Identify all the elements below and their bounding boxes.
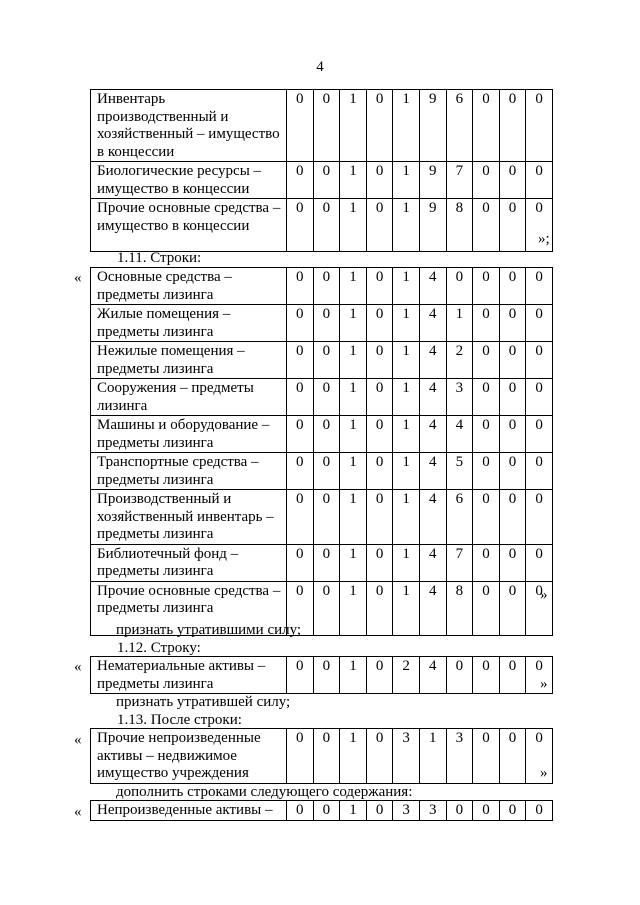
code-digit: 0 [287, 801, 314, 821]
code-digit: 2 [446, 342, 473, 379]
code-digit: 0 [313, 199, 340, 252]
section-heading: 1.12. Строку: [117, 640, 201, 656]
row-name: Транспортные средства – предметы лизинга [91, 453, 287, 490]
code-digit: 0 [526, 657, 553, 694]
table-row [91, 490, 553, 545]
code-digit: 0 [366, 90, 393, 162]
code-digit: 0 [499, 657, 526, 694]
code-digit: 4 [419, 453, 446, 490]
table-row [91, 268, 553, 305]
code-digit: 0 [313, 801, 340, 821]
table-row [91, 657, 553, 694]
code-digit: 0 [313, 268, 340, 305]
code-digit: 4 [419, 342, 446, 379]
code-digit: 6 [446, 490, 473, 545]
code-digit: 0 [473, 268, 500, 305]
code-digit: 0 [499, 453, 526, 490]
table-row [91, 801, 553, 821]
open-quote: « [74, 732, 82, 748]
code-digit: 0 [499, 199, 526, 252]
code-digit: 0 [287, 199, 314, 252]
close-quote: » [540, 765, 548, 781]
code-digit: 0 [526, 90, 553, 162]
code-digit: 1 [340, 90, 367, 162]
code-digit: 1 [393, 342, 420, 379]
code-digit: 1 [340, 453, 367, 490]
code-digit: 4 [419, 490, 446, 545]
code-digit: 0 [313, 581, 340, 635]
code-digit: 0 [473, 581, 500, 635]
code-digit: 3 [419, 801, 446, 821]
code-digit: 0 [499, 342, 526, 379]
code-digit: 0 [499, 729, 526, 784]
code-digit: 0 [526, 490, 553, 545]
code-digit: 3 [446, 379, 473, 416]
code-digit: 0 [313, 729, 340, 784]
code-digit: 0 [366, 416, 393, 453]
code-digit: 4 [419, 379, 446, 416]
close-quote: » [540, 587, 548, 603]
code-digit: 0 [526, 342, 553, 379]
code-digit: 0 [366, 162, 393, 199]
code-digit: 0 [526, 416, 553, 453]
code-digit: 0 [526, 581, 553, 635]
code-digit: 0 [526, 199, 553, 252]
code-digit: 1 [340, 268, 367, 305]
row-name: Инвентарь производственный и хозяйственный – имущество в концессии [91, 90, 287, 162]
code-digit: 0 [473, 162, 500, 199]
row-name: Прочие основные средства – предметы лизинга [91, 581, 287, 635]
code-digit: 1 [340, 199, 367, 252]
code-digit: 0 [499, 581, 526, 635]
code-digit: 0 [287, 416, 314, 453]
code-digit: 0 [313, 453, 340, 490]
code-digit: 0 [313, 305, 340, 342]
code-digit: 0 [287, 544, 314, 581]
code-digit: 0 [313, 90, 340, 162]
instruction-text: признать утратившей силу; [116, 694, 291, 710]
code-digit: 0 [473, 305, 500, 342]
row-name: Нежилые помещения – предметы лизинга [91, 342, 287, 379]
code-digit: 0 [366, 268, 393, 305]
code-digit: 1 [340, 657, 367, 694]
code-digit: 0 [313, 416, 340, 453]
code-digit: 0 [526, 379, 553, 416]
code-digit: 1 [419, 729, 446, 784]
section-heading: 1.11. Строки: [117, 250, 202, 266]
code-digit: 0 [366, 729, 393, 784]
row-name: Прочие основные средства – имущество в концессии [91, 199, 287, 252]
code-digit: 1 [340, 801, 367, 821]
code-digit: 0 [499, 162, 526, 199]
code-digit: 0 [287, 162, 314, 199]
code-digit: 0 [366, 305, 393, 342]
code-digit: 4 [419, 657, 446, 694]
code-digit: 3 [393, 801, 420, 821]
table-row [91, 416, 553, 453]
code-digit: 0 [313, 490, 340, 545]
code-digit: 0 [366, 544, 393, 581]
code-digit: 0 [366, 199, 393, 252]
code-digit: 0 [446, 268, 473, 305]
code-digit: 0 [366, 490, 393, 545]
code-digit: 0 [473, 199, 500, 252]
row-name: Непроизведенные активы – [91, 801, 287, 821]
code-digit: 1 [340, 342, 367, 379]
code-table-concession [90, 89, 553, 252]
code-digit: 0 [366, 801, 393, 821]
row-name: Производственный и хозяйственный инвентарь – предметы лизинга [91, 490, 287, 545]
code-digit: 1 [393, 416, 420, 453]
close-quote: »; [538, 231, 550, 247]
code-digit: 0 [473, 453, 500, 490]
code-digit: 0 [473, 657, 500, 694]
code-digit: 0 [499, 416, 526, 453]
code-digit: 1 [340, 544, 367, 581]
table-row [91, 305, 553, 342]
code-digit: 1 [393, 379, 420, 416]
code-digit: 8 [446, 199, 473, 252]
code-digit: 0 [473, 544, 500, 581]
code-digit: 0 [287, 342, 314, 379]
code-digit: 0 [526, 268, 553, 305]
code-table-supplement [90, 800, 553, 821]
code-digit: 0 [287, 268, 314, 305]
code-digit: 1 [393, 268, 420, 305]
code-digit: 1 [393, 305, 420, 342]
code-digit: 1 [393, 581, 420, 635]
code-digit: 4 [419, 305, 446, 342]
row-name: Библиотечный фонд – предметы лизинга [91, 544, 287, 581]
code-digit: 1 [340, 305, 367, 342]
code-digit: 0 [287, 379, 314, 416]
code-digit: 0 [499, 490, 526, 545]
code-digit: 0 [473, 729, 500, 784]
code-digit: 0 [473, 90, 500, 162]
section-heading: 1.13. После строки: [117, 712, 242, 728]
code-digit: 0 [446, 801, 473, 821]
code-digit: 4 [419, 416, 446, 453]
code-digit: 4 [419, 544, 446, 581]
row-name: Биологические ресурсы – имущество в концессии [91, 162, 287, 199]
code-digit: 0 [473, 416, 500, 453]
code-digit: 0 [473, 379, 500, 416]
code-digit: 4 [446, 416, 473, 453]
table-row [91, 453, 553, 490]
code-digit: 6 [446, 90, 473, 162]
code-digit: 1 [446, 305, 473, 342]
code-digit: 0 [287, 90, 314, 162]
code-digit: 9 [419, 162, 446, 199]
code-digit: 7 [446, 544, 473, 581]
code-digit: 0 [366, 453, 393, 490]
code-digit: 0 [526, 729, 553, 784]
code-digit: 0 [366, 379, 393, 416]
row-name: Основные средства – предметы лизинга [91, 268, 287, 305]
row-name: Сооружения – предметы лизинга [91, 379, 287, 416]
code-digit: 0 [446, 657, 473, 694]
code-digit: 0 [366, 581, 393, 635]
code-digit: 0 [287, 729, 314, 784]
code-digit: 0 [313, 657, 340, 694]
code-digit: 1 [340, 581, 367, 635]
code-digit: 4 [419, 268, 446, 305]
code-digit: 0 [366, 657, 393, 694]
code-digit: 0 [473, 342, 500, 379]
page-number: 4 [316, 59, 324, 75]
table-row [91, 729, 553, 784]
code-digit: 0 [499, 379, 526, 416]
code-digit: 0 [287, 453, 314, 490]
code-digit: 0 [473, 801, 500, 821]
row-name: Нематериальные активы – предметы лизинга [91, 657, 287, 694]
table-row [91, 199, 553, 252]
code-table-nonproduced [90, 728, 553, 784]
code-digit: 0 [499, 544, 526, 581]
code-digit: 0 [313, 162, 340, 199]
code-digit: 1 [393, 90, 420, 162]
code-digit: 4 [419, 581, 446, 635]
instruction-text: дополнить строками следующего содержания: [116, 784, 413, 800]
code-digit: 1 [340, 162, 367, 199]
code-digit: 0 [526, 544, 553, 581]
row-name: Машины и оборудование – предметы лизинга [91, 416, 287, 453]
row-name: Жилые помещения – предметы лизинга [91, 305, 287, 342]
table-row [91, 342, 553, 379]
code-digit: 0 [526, 801, 553, 821]
code-digit: 0 [473, 490, 500, 545]
code-digit: 1 [393, 199, 420, 252]
code-digit: 3 [393, 729, 420, 784]
code-table-leasing [90, 267, 553, 636]
code-digit: 0 [526, 162, 553, 199]
code-digit: 0 [287, 305, 314, 342]
instruction-text: признать утратившими силу; [116, 622, 302, 638]
table-row [91, 90, 553, 162]
code-digit: 9 [419, 199, 446, 252]
code-digit: 0 [287, 490, 314, 545]
code-digit: 0 [366, 342, 393, 379]
close-quote: » [540, 676, 548, 692]
code-digit: 0 [499, 305, 526, 342]
code-digit: 0 [526, 305, 553, 342]
code-digit: 0 [499, 268, 526, 305]
code-digit: 1 [340, 379, 367, 416]
table-row [91, 162, 553, 199]
code-digit: 1 [340, 416, 367, 453]
code-digit: 5 [446, 453, 473, 490]
code-digit: 0 [526, 453, 553, 490]
code-digit: 0 [313, 342, 340, 379]
code-digit: 1 [340, 490, 367, 545]
code-digit: 0 [287, 657, 314, 694]
code-digit: 9 [419, 90, 446, 162]
code-digit: 0 [499, 90, 526, 162]
code-digit: 8 [446, 581, 473, 635]
code-digit: 1 [393, 453, 420, 490]
code-digit: 1 [393, 544, 420, 581]
code-digit: 1 [393, 490, 420, 545]
code-digit: 3 [446, 729, 473, 784]
code-digit: 1 [393, 162, 420, 199]
table-row [91, 544, 553, 581]
row-name: Прочие непроизведенные активы – недвижимое имущество учреждения [91, 729, 287, 784]
code-table-intangible [90, 656, 553, 694]
code-digit: 0 [287, 581, 314, 635]
open-quote: « [74, 659, 82, 675]
open-quote: « [74, 270, 82, 286]
code-digit: 1 [340, 729, 367, 784]
code-digit: 0 [499, 801, 526, 821]
code-digit: 7 [446, 162, 473, 199]
open-quote: « [74, 804, 82, 820]
code-digit: 0 [313, 379, 340, 416]
code-digit: 2 [393, 657, 420, 694]
table-row [91, 379, 553, 416]
code-digit: 0 [313, 544, 340, 581]
